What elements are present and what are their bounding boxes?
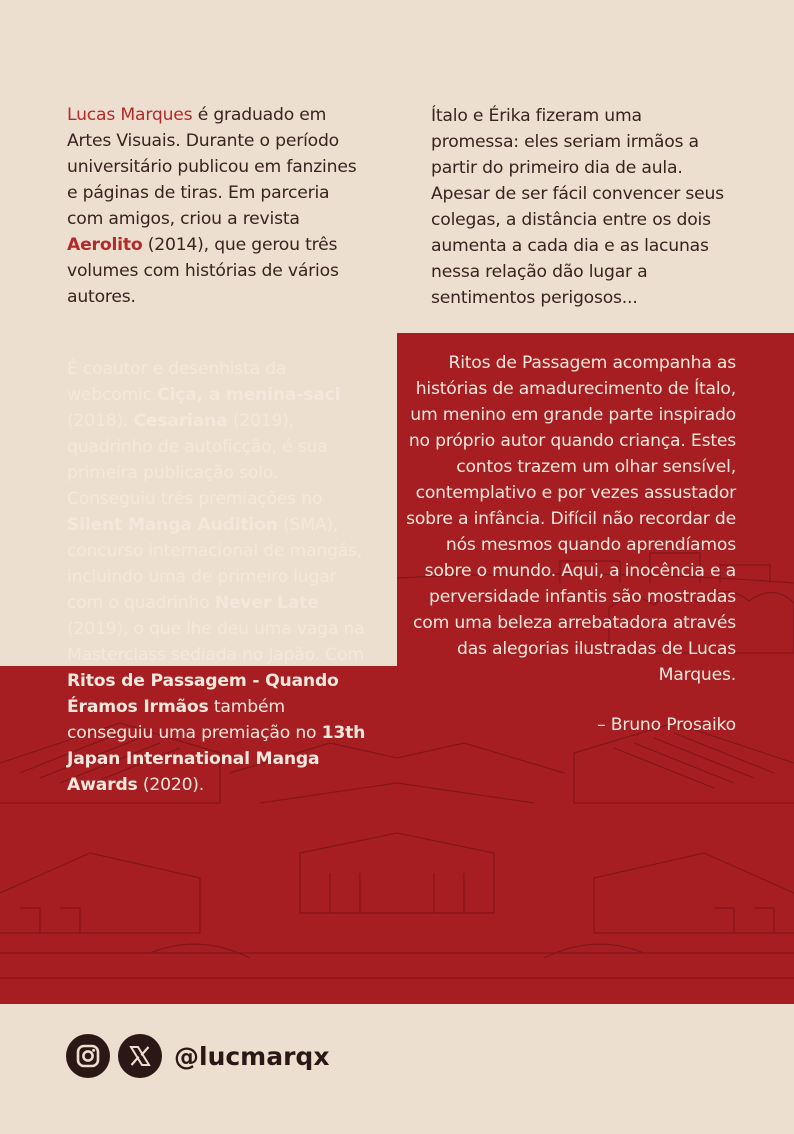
synopsis-continued: Ritos de Passagem acompanha as histórias de amadurecimento de Ítalo, um menino em grande parte inspirado no próprio autor quando criança. Estes contos trazem um olhar sensível, contemplativo e por vezes assustador sobre a infância. Difícil não recordar de nós mesmos quando aprendíamos sobre o mundo. Aqui, a inocência e a perversidade infantis são mostradas com uma beleza arrebatadora através das alegorias ilustradas de Lucas Marques. – Bruno Prosaiko: [400, 350, 736, 738]
review-signature: – Bruno Prosaiko: [597, 715, 736, 735]
magazine-title: Aerolito: [67, 235, 143, 255]
author-name: Lucas Marques: [67, 105, 193, 125]
synopsis-intro: Ítalo e Érika fizeram uma promessa: eles seriam irmãos a partir do primeiro dia de aula. Apesar de ser fácil convencer seus colegas, a distância entre os dois aumenta a cada dia e as lacunas nessa relação dão lugar a sentimentos perigosos...: [431, 106, 724, 308]
social-media-footer: [66, 1034, 329, 1078]
webcomic-title: Ciça, a menina-saci: [157, 385, 341, 405]
instagram-icon[interactable]: [66, 1034, 110, 1078]
author-bio-intro: Lucas Marques é graduado em Artes Visuais. Durante o período universitário publicou em fanzines e páginas de tiras. Em parceria com amigos, criou a revista Aerolito (2014), que gerou três volumes com histórias de vários autores.: [67, 105, 357, 307]
contest-name: Silent Manga Audition: [67, 515, 278, 535]
winning-comic-title: Never Late: [214, 593, 319, 613]
social-handle[interactable]: @lucmarqx: [174, 1041, 330, 1071]
solo-work-title: Cesariana: [133, 411, 228, 431]
x-icon[interactable]: [118, 1034, 162, 1078]
award-name: 13th Japan International Manga Awards: [67, 723, 366, 795]
book-title: Ritos de Passagem - Quando Éramos Irmãos: [67, 671, 339, 717]
author-bio-continued: É coautor e desenhista da webcomic Ciça, a menina-saci (2018). Cesariana (2019), quadrinho de autoficção, é sua primeira publicação solo. Conseguiu três premiações no Silent Manga Audition (SMA), concurso internacional de mangás, incluindo uma de primeiro lugar com o quadrinho Never Late (2019), o que lhe deu uma vaga na Masterclass sediada no Japão. Com Ritos de Passagem - Quando Éramos Irmãos também conseguiu uma premiação no 13th Japan International Manga Awards (2020).: [67, 359, 366, 795]
